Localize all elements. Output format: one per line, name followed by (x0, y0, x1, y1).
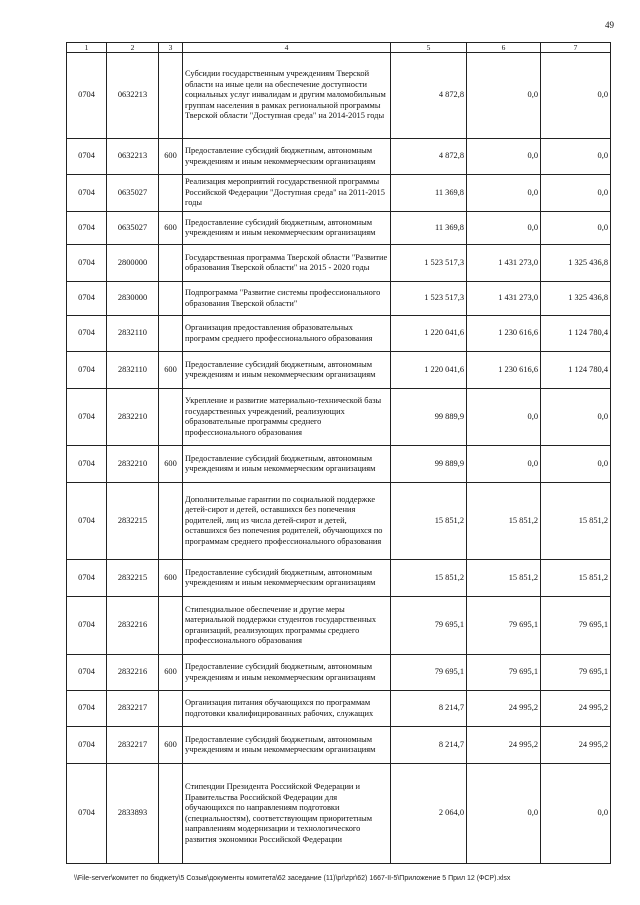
table-body (67, 53, 611, 864)
amount-col5-cell: 1 220 041,6 (391, 352, 467, 389)
amount-col6-cell: 0,0 (467, 53, 541, 139)
target-article-cell: 0635027 (107, 212, 159, 245)
budget-table (66, 42, 611, 864)
description-cell: Стипендии Президента Российской Федерации и Правительства Российской Федерации для обучающихся по направлениям подготовки (специальностям), соответствующим приоритетным направлениям модернизации и технологического развития экономики Российской Федерации (183, 764, 391, 864)
target-article-cell: 2832110 (107, 352, 159, 389)
description-cell: Реализация мероприятий государственной программы Российской Федерации "Доступная среда" на 2011-2015 годы (183, 175, 391, 212)
amount-col6-cell: 0,0 (467, 139, 541, 175)
target-article-cell: 2833893 (107, 764, 159, 864)
section-code-cell: 0704 (67, 691, 107, 727)
column-header: 6 (467, 43, 541, 53)
section-code-cell: 0704 (67, 316, 107, 352)
target-article-cell: 2832215 (107, 483, 159, 560)
target-article-cell: 0632213 (107, 53, 159, 139)
description-cell: Предоставление субсидий бюджетным, автономным учреждениям и иным некоммерческим организациям (183, 655, 391, 691)
section-code-cell: 0704 (67, 560, 107, 597)
section-code-cell: 0704 (67, 175, 107, 212)
expense-type-cell (159, 691, 183, 727)
table-row (67, 597, 611, 655)
description-cell: Предоставление субсидий бюджетным, автономным учреждениям и иным некоммерческим организациям (183, 727, 391, 764)
column-header: 7 (541, 43, 611, 53)
amount-col5-cell: 79 695,1 (391, 655, 467, 691)
column-header: 4 (183, 43, 391, 53)
section-code-cell: 0704 (67, 446, 107, 483)
amount-col7-cell: 0,0 (541, 764, 611, 864)
expense-type-cell: 600 (159, 655, 183, 691)
amount-col6-cell: 1 230 616,6 (467, 352, 541, 389)
amount-col5-cell: 11 369,8 (391, 175, 467, 212)
amount-col7-cell: 1 325 436,8 (541, 245, 611, 282)
expense-type-cell: 600 (159, 446, 183, 483)
expense-type-cell (159, 389, 183, 446)
amount-col7-cell: 0,0 (541, 446, 611, 483)
expense-type-cell (159, 316, 183, 352)
table-row (67, 727, 611, 764)
table-row (67, 282, 611, 316)
target-article-cell: 2832215 (107, 560, 159, 597)
amount-col5-cell: 4 872,8 (391, 139, 467, 175)
file-path-footer: \\File-server\комитет по бюджету\5 Созыв\документы комитета\62 заседание (11)\pr\zpr\62) 1667-II-5\Приложение 5 Прил 12 (ФСР).xlsx (74, 875, 511, 882)
amount-col5-cell: 1 523 517,3 (391, 282, 467, 316)
amount-col5-cell: 15 851,2 (391, 483, 467, 560)
target-article-cell: 2832216 (107, 655, 159, 691)
amount-col5-cell: 99 889,9 (391, 446, 467, 483)
section-code-cell: 0704 (67, 352, 107, 389)
column-header: 5 (391, 43, 467, 53)
section-code-cell: 0704 (67, 483, 107, 560)
table-row (67, 245, 611, 282)
table-row (67, 691, 611, 727)
amount-col7-cell: 1 124 780,4 (541, 316, 611, 352)
amount-col5-cell: 1 523 517,3 (391, 245, 467, 282)
amount-col6-cell: 1 230 616,6 (467, 316, 541, 352)
target-article-cell: 2830000 (107, 282, 159, 316)
expense-type-cell (159, 245, 183, 282)
table-row (67, 389, 611, 446)
amount-col7-cell: 0,0 (541, 212, 611, 245)
description-cell: Организация предоставления образовательных программ среднего профессионального образования (183, 316, 391, 352)
section-code-cell: 0704 (67, 389, 107, 446)
amount-col6-cell: 79 695,1 (467, 655, 541, 691)
target-article-cell: 2800000 (107, 245, 159, 282)
column-number-row (67, 43, 611, 53)
page-number: 49 (605, 20, 614, 30)
description-cell: Предоставление субсидий бюджетным, автономным учреждениям и иным некоммерческим организациям (183, 352, 391, 389)
target-article-cell: 2832217 (107, 691, 159, 727)
table-row (67, 316, 611, 352)
amount-col7-cell: 1 325 436,8 (541, 282, 611, 316)
amount-col6-cell: 24 995,2 (467, 691, 541, 727)
description-cell: Предоставление субсидий бюджетным, автономным учреждениям и иным некоммерческим организациям (183, 212, 391, 245)
amount-col6-cell: 0,0 (467, 446, 541, 483)
amount-col7-cell: 79 695,1 (541, 597, 611, 655)
table-row (67, 53, 611, 139)
target-article-cell: 0635027 (107, 175, 159, 212)
expense-type-cell: 600 (159, 560, 183, 597)
target-article-cell: 2832216 (107, 597, 159, 655)
amount-col6-cell: 0,0 (467, 212, 541, 245)
amount-col7-cell: 1 124 780,4 (541, 352, 611, 389)
description-cell: Дополнительные гарантии по социальной поддержке детей-сирот и детей, оставшихся без попечения родителей, лиц из числа детей-сирот и детей, оставшихся без попечения родителей, обучающихся по программам среднего профессионального образования (183, 483, 391, 560)
description-cell: Предоставление субсидий бюджетным, автономным учреждениям и иным некоммерческим организациям (183, 139, 391, 175)
amount-col5-cell: 11 369,8 (391, 212, 467, 245)
amount-col5-cell: 2 064,0 (391, 764, 467, 864)
table-row (67, 212, 611, 245)
amount-col7-cell: 24 995,2 (541, 691, 611, 727)
amount-col5-cell: 99 889,9 (391, 389, 467, 446)
section-code-cell: 0704 (67, 282, 107, 316)
amount-col7-cell: 24 995,2 (541, 727, 611, 764)
target-article-cell: 2832210 (107, 389, 159, 446)
amount-col6-cell: 24 995,2 (467, 727, 541, 764)
amount-col5-cell: 79 695,1 (391, 597, 467, 655)
expense-type-cell: 600 (159, 139, 183, 175)
amount-col7-cell: 0,0 (541, 175, 611, 212)
column-header: 2 (107, 43, 159, 53)
amount-col6-cell: 15 851,2 (467, 560, 541, 597)
table-row (67, 483, 611, 560)
section-code-cell: 0704 (67, 655, 107, 691)
table-row (67, 139, 611, 175)
description-cell: Предоставление субсидий бюджетным, автономным учреждениям и иным некоммерческим организациям (183, 560, 391, 597)
amount-col7-cell: 0,0 (541, 53, 611, 139)
table-row (67, 655, 611, 691)
amount-col6-cell: 0,0 (467, 764, 541, 864)
table-row (67, 352, 611, 389)
section-code-cell: 0704 (67, 764, 107, 864)
expense-type-cell (159, 764, 183, 864)
description-cell: Государственная программа Тверской области "Развитие образования Тверской области" на 2015 - 2020 годы (183, 245, 391, 282)
amount-col7-cell: 0,0 (541, 389, 611, 446)
description-cell: Укрепление и развитие материально-технической базы государственных учреждений, реализующих образовательные программы среднего профессионального образования (183, 389, 391, 446)
amount-col7-cell: 0,0 (541, 139, 611, 175)
amount-col6-cell: 1 431 273,0 (467, 245, 541, 282)
amount-col7-cell: 79 695,1 (541, 655, 611, 691)
amount-col6-cell: 0,0 (467, 389, 541, 446)
target-article-cell: 0632213 (107, 139, 159, 175)
amount-col6-cell: 79 695,1 (467, 597, 541, 655)
table-row (67, 560, 611, 597)
target-article-cell: 2832217 (107, 727, 159, 764)
expense-type-cell: 600 (159, 212, 183, 245)
section-code-cell: 0704 (67, 212, 107, 245)
target-article-cell: 2832210 (107, 446, 159, 483)
description-cell: Субсидии государственным учреждениям Тверской области на иные цели на обеспечение доступности социальных услуг инвалидам и другим маломобильным группам населения в рамках региональной программы Тверской области "Доступная среда" на 2014-2015 годы (183, 53, 391, 139)
expense-type-cell: 600 (159, 352, 183, 389)
section-code-cell: 0704 (67, 597, 107, 655)
description-cell: Стипендиальное обеспечение и другие меры материальной поддержки студентов государственных организаций, реализующих программы среднего профессионального образования (183, 597, 391, 655)
amount-col5-cell: 4 872,8 (391, 53, 467, 139)
expense-type-cell (159, 175, 183, 212)
section-code-cell: 0704 (67, 245, 107, 282)
amount-col7-cell: 15 851,2 (541, 560, 611, 597)
target-article-cell: 2832110 (107, 316, 159, 352)
expense-type-cell (159, 483, 183, 560)
column-header: 3 (159, 43, 183, 53)
expense-type-cell (159, 597, 183, 655)
table-row (67, 764, 611, 864)
expense-type-cell (159, 282, 183, 316)
description-cell: Организация питания обучающихся по программам подготовки квалифицированных рабочих, служащих (183, 691, 391, 727)
amount-col6-cell: 1 431 273,0 (467, 282, 541, 316)
amount-col6-cell: 15 851,2 (467, 483, 541, 560)
section-code-cell: 0704 (67, 139, 107, 175)
expense-type-cell (159, 53, 183, 139)
amount-col5-cell: 1 220 041,6 (391, 316, 467, 352)
description-cell: Подпрограмма "Развитие системы профессионального образования Тверской области" (183, 282, 391, 316)
amount-col5-cell: 8 214,7 (391, 691, 467, 727)
section-code-cell: 0704 (67, 727, 107, 764)
table-row (67, 175, 611, 212)
section-code-cell: 0704 (67, 53, 107, 139)
amount-col5-cell: 15 851,2 (391, 560, 467, 597)
amount-col7-cell: 15 851,2 (541, 483, 611, 560)
table-row (67, 446, 611, 483)
expense-type-cell: 600 (159, 727, 183, 764)
description-cell: Предоставление субсидий бюджетным, автономным учреждениям и иным некоммерческим организациям (183, 446, 391, 483)
amount-col5-cell: 8 214,7 (391, 727, 467, 764)
amount-col6-cell: 0,0 (467, 175, 541, 212)
column-header: 1 (67, 43, 107, 53)
